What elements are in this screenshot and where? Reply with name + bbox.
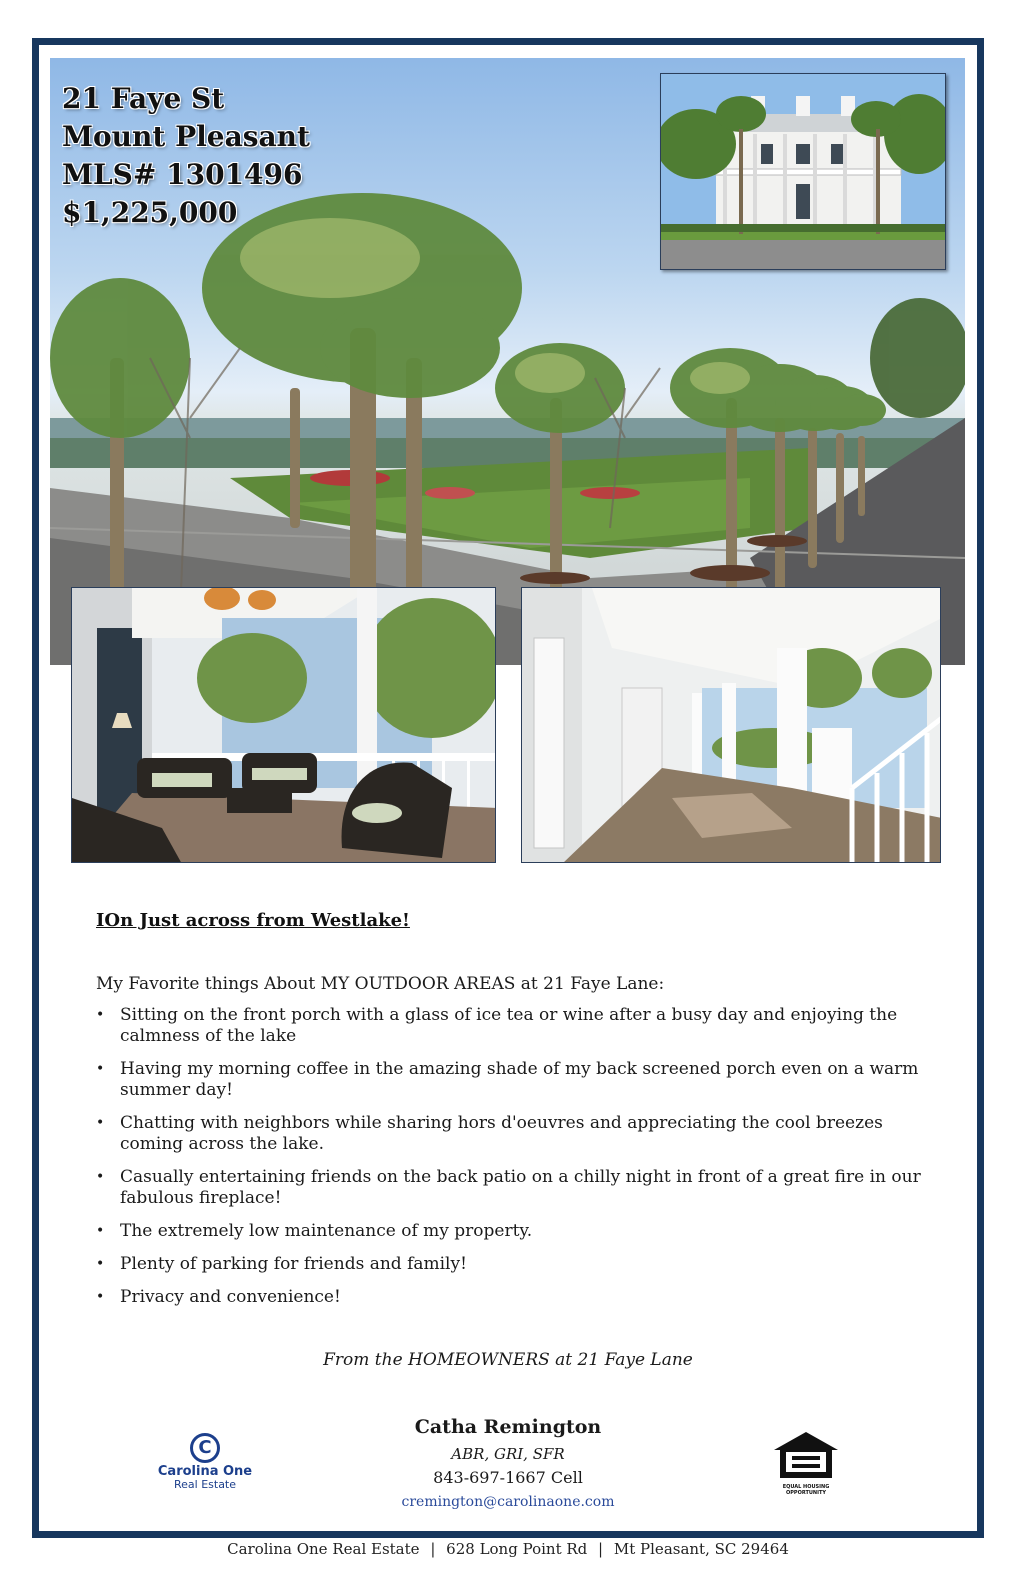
list-item — [96, 1005, 926, 1047]
description — [96, 910, 926, 1320]
bullet-icon: • — [96, 1223, 105, 1239]
eho-line-2: OPPORTUNITY — [785, 1490, 826, 1496]
list-item-text: Plenty of parking for friends and family! — [120, 1254, 467, 1274]
agent-name: Catha Remington — [414, 1416, 602, 1438]
carolina-one-logo-icon — [150, 1433, 260, 1491]
footer-city: Mt Pleasant, SC 29464 — [613, 1540, 789, 1558]
listing-title — [62, 80, 322, 232]
bullet-icon: • — [96, 1169, 105, 1185]
bullet-icon: • — [96, 1115, 105, 1131]
listing-price: $1,225,000 — [62, 196, 238, 229]
agent-card — [300, 1414, 716, 1514]
list-item — [96, 1167, 926, 1209]
list-item-text: Having my morning coffee in the amazing shade of my back screened porch even on a warm summer day! — [120, 1059, 919, 1100]
equal-housing-icon — [770, 1430, 842, 1496]
agent-email[interactable]: cremington@carolinaone.com — [401, 1494, 615, 1510]
eho-line-1: EQUAL HOUSING — [782, 1484, 830, 1490]
porch-photo-right — [521, 587, 941, 863]
footer-street: 628 Long Point Rd — [446, 1540, 588, 1558]
footer-company: Carolina One Real Estate — [227, 1540, 420, 1558]
porch-photo-left — [71, 587, 496, 863]
listing-mls: MLS# 1301496 — [62, 158, 303, 191]
agent-phone[interactable]: 843-697-1667 Cell — [433, 1468, 583, 1487]
listing-street: 21 Faye St — [62, 82, 225, 115]
bullet-icon: • — [96, 1007, 105, 1023]
list-item-text: Casually entertaining friends on the back patio on a chilly night in front of a great fire in our fabulous fireplace! — [120, 1167, 921, 1208]
list-item-text: Chatting with neighbors while sharing hors d'oeuvres and appreciating the cool breezes coming across the lake. — [120, 1113, 883, 1154]
house-photo — [660, 73, 946, 270]
list-item — [96, 1254, 926, 1275]
footer-separator: | — [430, 1540, 436, 1558]
list-item-text: Sitting on the front porch with a glass of ice tea or wine after a busy day and enjoying the calmness of the lake — [120, 1005, 898, 1046]
favorites-list — [96, 1005, 926, 1308]
bullet-icon: • — [96, 1289, 105, 1305]
listing-city: Mount Pleasant — [62, 120, 310, 153]
intro-text: My Favorite things About MY OUTDOOR AREAS at 21 Faye Lane: — [96, 974, 665, 994]
bullet-icon: • — [96, 1256, 105, 1272]
list-item — [96, 1059, 926, 1101]
list-item-text: The extremely low maintenance of my property. — [120, 1221, 533, 1241]
bullet-icon: • — [96, 1061, 105, 1077]
footer-separator: | — [598, 1540, 604, 1558]
copyright-mark-icon: C — [190, 1433, 220, 1463]
list-item — [96, 1287, 926, 1308]
homeowner-signoff: From the HOMEOWNERS at 21 Faye Lane — [323, 1350, 693, 1370]
list-item-text: Privacy and convenience! — [120, 1287, 341, 1307]
headline: IOn Just across from Westlake! — [96, 910, 410, 931]
brokerage-sub: Real Estate — [173, 1478, 237, 1491]
footer-address — [0, 1540, 1016, 1558]
brokerage-brand: Carolina One — [157, 1464, 253, 1479]
list-item — [96, 1221, 926, 1242]
house-outline-icon — [772, 1430, 840, 1480]
agent-credentials: ABR, GRI, SFR — [451, 1445, 565, 1463]
list-item — [96, 1113, 926, 1155]
